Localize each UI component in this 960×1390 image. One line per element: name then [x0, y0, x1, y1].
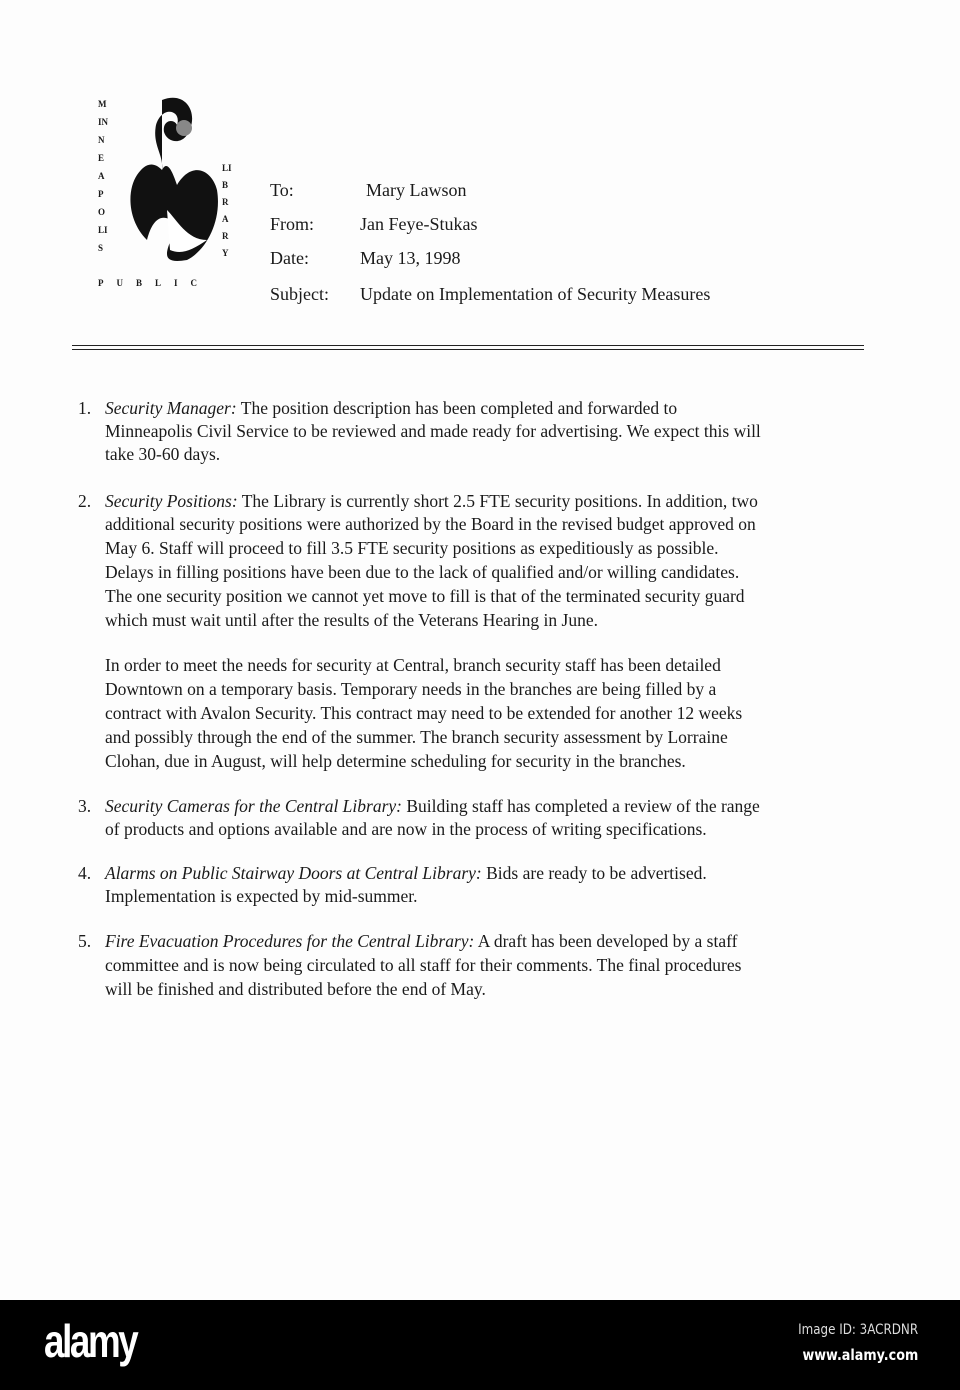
subject-value: Update on Implementation of Security Measures	[360, 284, 711, 304]
divider-rule	[72, 345, 864, 346]
logo-text-public: PUBLIC	[98, 278, 211, 288]
item-line: Minneapolis Civil Service to be reviewed and made ready for advertising. We expect this will	[105, 421, 761, 441]
item-line: of products and options available and are now in the process of writing specifications.	[105, 819, 707, 839]
item-line: and possibly through the end of the summer. The branch security assessment by Lorraine	[105, 727, 728, 747]
item-line: committee and is now being circulated to all staff for their comments. The final procedures	[105, 955, 742, 975]
date-value: May 13, 1998	[360, 248, 461, 268]
image-id: Image ID: 3ACRDNR	[798, 1322, 918, 1338]
item-heading: Security Cameras for the Central Library:	[105, 796, 402, 816]
item-line: Downtown on a temporary basis. Temporary needs in the branches are being filled by a	[105, 679, 717, 699]
item-line: take 30-60 days.	[105, 444, 221, 464]
site-url: www.alamy.com	[802, 1346, 918, 1364]
item-number: 3.	[78, 796, 92, 816]
item-line: May 6. Staff will proceed to fill 3.5 FTE security positions as expeditiously as possible.	[105, 538, 719, 558]
divider-rule	[72, 349, 864, 350]
item-line: will be finished and distributed before the end of May.	[105, 979, 486, 999]
subject-label: Subject:	[270, 284, 329, 304]
item-number: 4.	[78, 863, 92, 883]
library-logo	[92, 90, 242, 290]
from-value: Jan Feye-Stukas	[360, 214, 478, 234]
item-line: Security Cameras for the Central Library: Building staff has completed a review of the range	[105, 796, 760, 816]
item-heading: Security Manager:	[105, 398, 237, 418]
item-line: Delays in filling positions have been due to the lack of qualified and/or willing candidates.	[105, 562, 740, 582]
watermark-footer	[0, 1300, 960, 1390]
item-line: Security Positions: The Library is currently short 2.5 FTE security positions. In addition, two	[105, 491, 758, 511]
item-line: The one security position we cannot yet move to fill is that of the terminated security guard	[105, 586, 745, 606]
item-number: 5.	[78, 931, 92, 951]
to-value: Mary Lawson	[366, 180, 467, 200]
date-label: Date:	[270, 248, 309, 268]
item-line: contract with Avalon Security. This contract may need to be extended for another 12 weeks	[105, 703, 743, 723]
item-line: which must wait until after the results of the Veterans Hearing in June.	[105, 610, 598, 630]
to-label: To:	[270, 180, 294, 200]
item-line: Clohan, due in August, will help determine scheduling for security in the branches.	[105, 751, 686, 771]
item-line: Alarms on Public Stairway Doors at Central Library: Bids are ready to be advertised.	[105, 863, 707, 883]
item-line: Security Manager: The position description has been completed and forwarded to	[105, 398, 678, 418]
item-heading: Fire Evacuation Procedures for the Central Library:	[105, 931, 475, 951]
item-heading: Alarms on Public Stairway Doors at Central Library:	[105, 863, 482, 883]
item-line: Fire Evacuation Procedures for the Central Library: A draft has been developed by a staff	[105, 931, 738, 951]
logo-text-minneapolis: MINNEAPOLIS	[98, 99, 109, 253]
item-line: Implementation is expected by mid-summer.	[105, 886, 418, 906]
logo-text-library: LIBRARY	[222, 163, 232, 258]
alamy-logo: alamy	[44, 1315, 137, 1367]
item-line: additional security positions were authorized by the Board in the revised budget approved on	[105, 514, 756, 534]
logo-m-icon	[92, 90, 242, 290]
item-heading: Security Positions:	[105, 491, 238, 511]
item-line: In order to meet the needs for security at Central, branch security staff has been detailed	[105, 655, 721, 675]
from-label: From:	[270, 214, 315, 234]
item-number: 2.	[78, 491, 92, 511]
item-number: 1.	[78, 398, 92, 418]
